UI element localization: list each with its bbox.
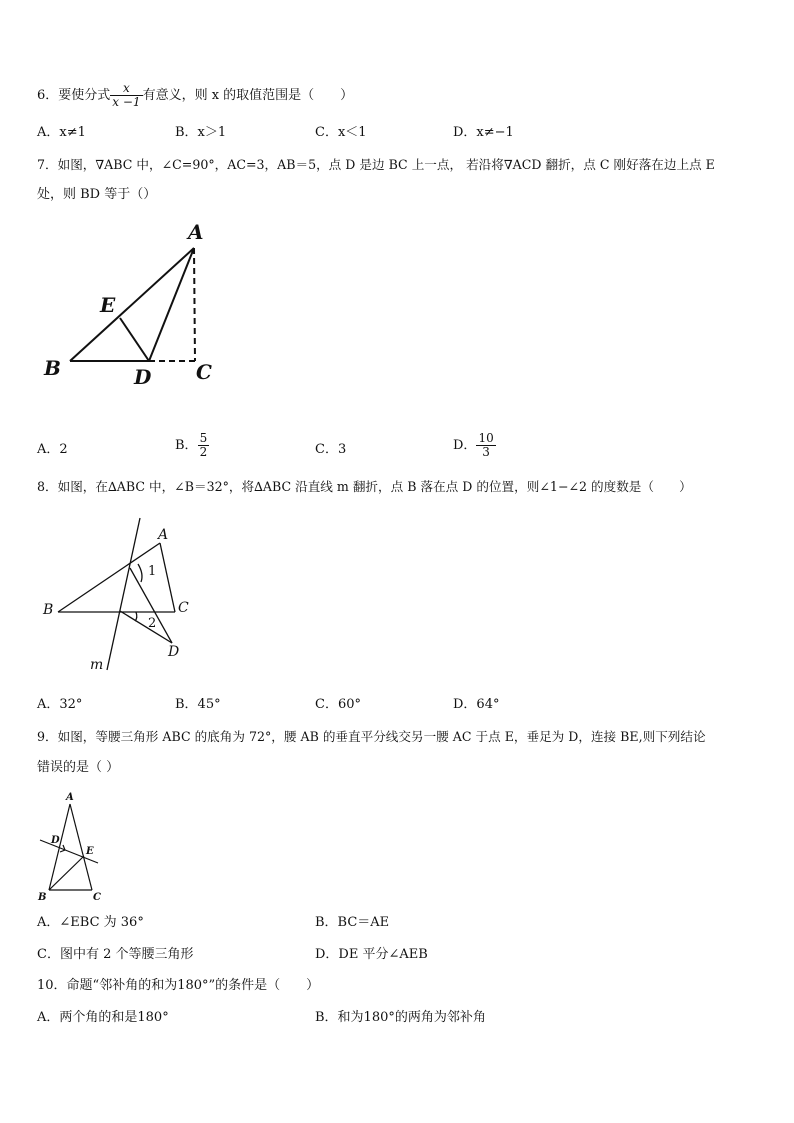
q8-stem: 8．如图，在∆ABC 中，∠B＝32°，将∆ABC 沿直线 m 翻折，点 B 落在点 D 的位置，则∠1−∠2 的度数是（ ） xyxy=(37,479,692,494)
q7-option-b-fraction xyxy=(198,432,210,459)
q8-angle-1-arc xyxy=(138,564,142,582)
q7-option-b xyxy=(175,432,209,459)
q7-line-ab xyxy=(70,248,194,361)
q7-option-d xyxy=(453,432,496,459)
q8-angle-2-arc xyxy=(135,612,137,621)
q7-option-d-fraction xyxy=(476,432,495,459)
q8-label-angle-2: 2 xyxy=(148,616,157,631)
q9-option-d: D．DE 平分∠AEB xyxy=(315,947,428,962)
q7-line-ad xyxy=(149,248,194,361)
q9-figure xyxy=(36,790,106,905)
q9-option-c: C．图中有 2 个等腰三角形 xyxy=(37,947,194,962)
q8-label-angle-1: 1 xyxy=(148,564,157,579)
q8-label-m: m xyxy=(90,657,104,673)
q6-option-b: B．x＞1 xyxy=(175,125,227,140)
q9-label-b: B xyxy=(38,892,47,903)
q7-option-c: C．3 xyxy=(315,442,347,457)
q8-figure xyxy=(38,514,208,674)
q9-stem-line2: 错误的是（ ） xyxy=(37,760,120,775)
q8-label-d: D xyxy=(168,644,180,660)
q6-frac-den: x −1 xyxy=(112,95,141,109)
q8-line-ac xyxy=(160,543,175,612)
q8-option-a: A．32° xyxy=(37,697,83,712)
q7-option-b-den: 2 xyxy=(199,445,208,459)
q9-label-d: D xyxy=(51,835,60,846)
q8-label-b: B xyxy=(43,602,54,618)
q7-label-a: A xyxy=(188,220,204,244)
q8-option-c: C．60° xyxy=(315,697,361,712)
q9-option-a: A．∠EBC 为 36° xyxy=(37,915,144,930)
q8-option-b: B．45° xyxy=(175,697,221,712)
q8-label-a: A xyxy=(158,527,169,543)
q9-option-b: B．BC＝AE xyxy=(315,915,390,930)
q9-label-a: A xyxy=(66,792,74,803)
q9-stem-line1: 9．如图，等腰三角形 ABC 的底角为 72°，腰 AB 的垂直平分线交另一腰 AC 于点 E，垂足为 D，连接 BE,则下列结论 xyxy=(37,729,706,744)
q10-option-b: B．和为180°的两角为邻补角 xyxy=(315,1010,486,1025)
q7-label-b: B xyxy=(44,356,61,380)
q10-stem: 10．命题“邻补角的和为180°”的条件是（ ） xyxy=(37,978,320,993)
q7-label-c: C xyxy=(196,360,212,384)
q9-label-e: E xyxy=(86,846,94,857)
q7-stem-line2: 处，则 BD 等于（） xyxy=(37,187,157,202)
q6-frac-num: x xyxy=(110,82,142,96)
q8-line-ba xyxy=(58,543,160,612)
q9-label-c: C xyxy=(93,892,101,903)
q7-label-e: E xyxy=(100,293,116,317)
q7-option-b-prefix: B． xyxy=(175,438,198,453)
q6-prefix: 6．要使分式 xyxy=(37,88,111,103)
q6-stem xyxy=(37,82,353,109)
q7-line-ac-dashed xyxy=(194,248,195,361)
q6-fraction xyxy=(110,82,142,109)
q6-option-d: D．x≠−1 xyxy=(453,125,514,140)
q8-label-c: C xyxy=(178,600,189,616)
q7-option-d-num: 10 xyxy=(478,431,494,445)
q8-line-m xyxy=(107,518,140,670)
q6-option-a: A．x≠1 xyxy=(37,125,86,140)
q8-line-pd xyxy=(130,568,172,643)
q8-option-d: D．64° xyxy=(453,697,500,712)
q7-figure xyxy=(40,218,220,388)
q7-option-d-den: 3 xyxy=(482,445,490,459)
q7-stem-line1: 7．如图，∇ABC 中，∠C=90°，AC=3，AB＝5，点 D 是边 BC 上一点， 若沿将∇ACD 翻折，点 C 刚好落在边上点 E xyxy=(37,157,715,172)
q6-option-c: C．x＜1 xyxy=(315,125,367,140)
q9-line-be xyxy=(49,856,84,890)
q7-option-b-num: 5 xyxy=(199,431,208,445)
q6-suffix: 有意义，则 x 的取值范围是（ ） xyxy=(142,88,354,103)
q7-line-ed xyxy=(120,318,149,361)
q10-option-a: A．两个角的和是180° xyxy=(37,1010,169,1025)
q7-label-d: D xyxy=(134,365,152,388)
q9-line-ab xyxy=(49,804,70,890)
q8-line-qd xyxy=(120,611,172,643)
q7-option-d-prefix: D． xyxy=(453,438,477,453)
q7-option-a: A．2 xyxy=(37,442,68,457)
